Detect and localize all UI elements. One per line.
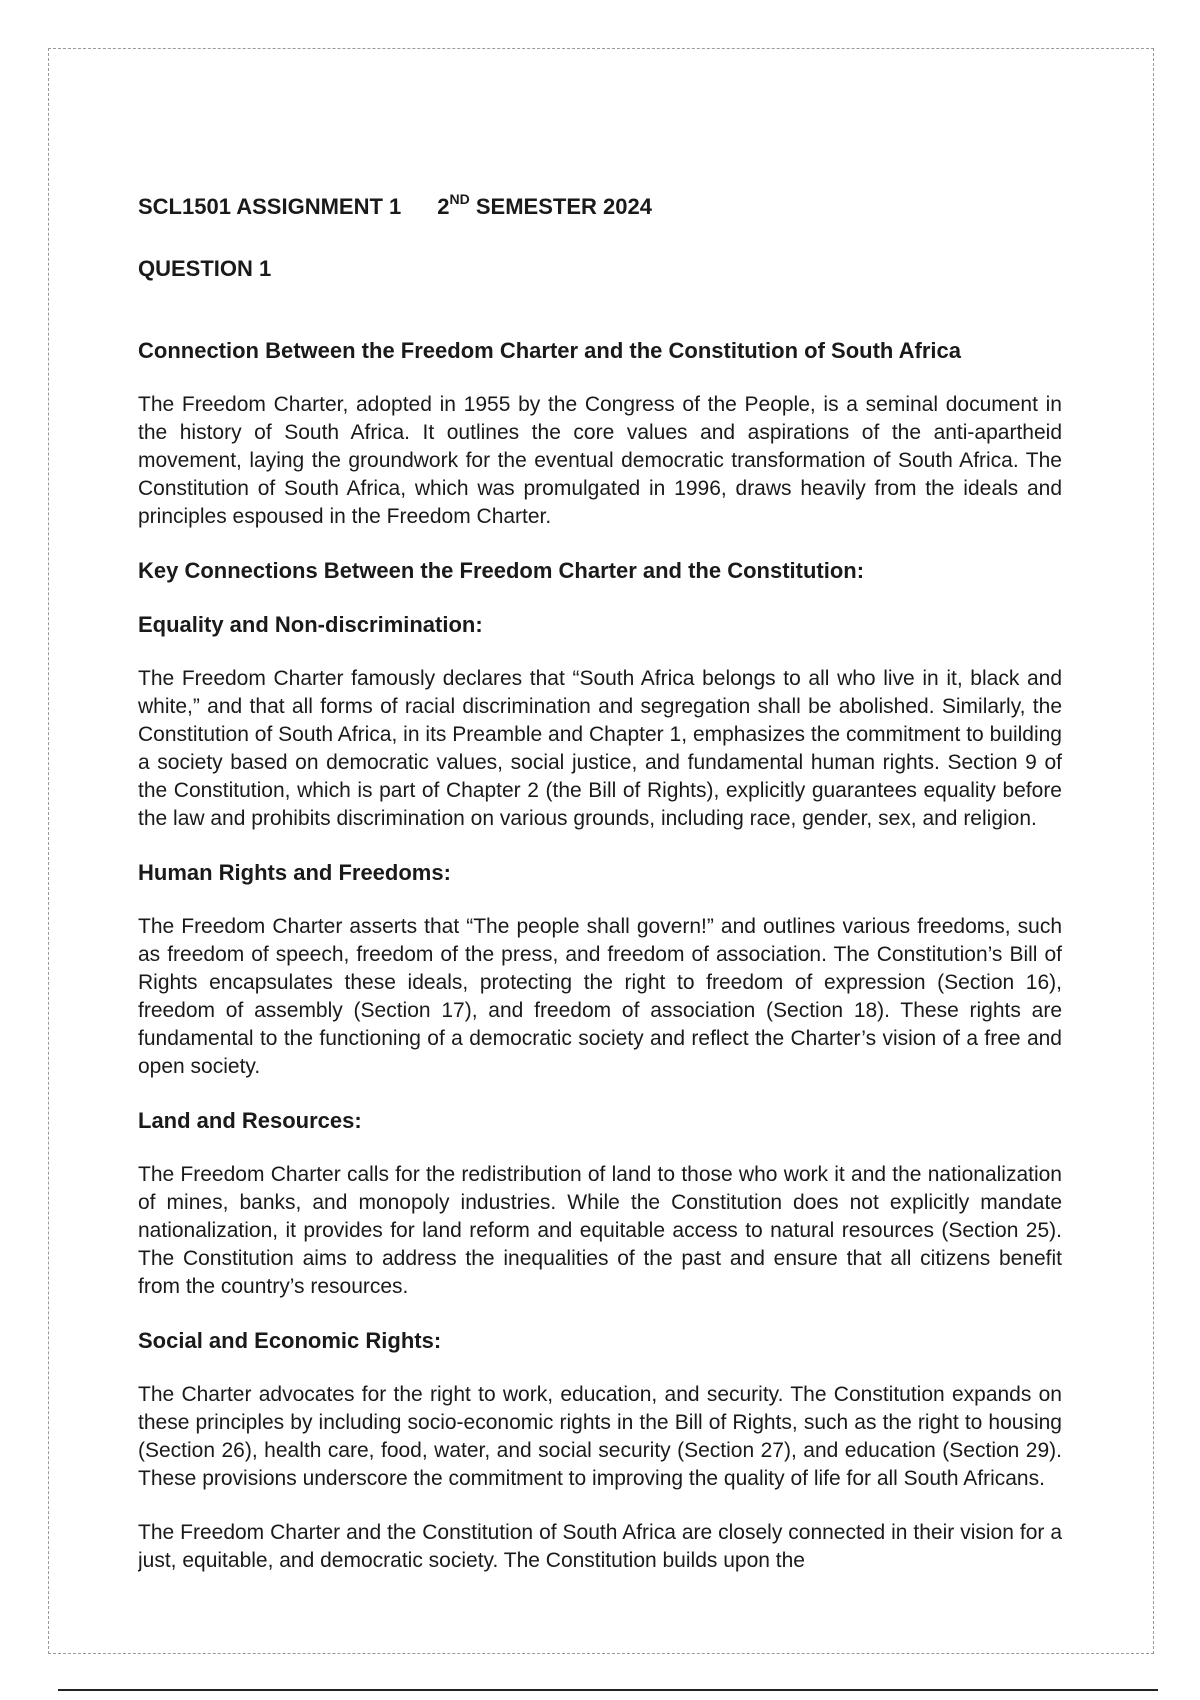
semester-superscript: ND (449, 193, 470, 207)
semester-label (437, 194, 652, 219)
key-connections-heading: Key Connections Between the Freedom Charter and the Constitution: (138, 558, 865, 583)
main-heading: Connection Between the Freedom Charter and the Constitution of South Africa (138, 338, 961, 363)
human-rights-paragraph: The Freedom Charter asserts that “The people shall govern!” and outlines various freedoms, such as freedom of speech, freedom of the press, and freedom of association. The Constitution’s Bill of Rights encapsulates these ideals, protecting the right to freedom of expression (Section 16), freedom of assembly (Section 17), and freedom of association (Section 18). These rights are fundamental to the functioning of a democratic society and reflect the Charter’s vision of a free and open society. (138, 915, 1062, 1078)
assignment-header (138, 193, 1062, 221)
question-title: QUESTION 1 (138, 256, 272, 281)
equality-paragraph: The Freedom Charter famously declares that “South Africa belongs to all who live in it, black and white,” and that all forms of racial discrimination and segregation shall be abolished. Similarly, the Constitution of South Africa, in its Preamble and Chapter 1, emphasizes the commitment to building a society based on democratic values, social justice, and fundamental human rights. Section 9 of the Constitution, which is part of Chapter 2 (the Bill of Rights), explicitly guarantees equality before the law and prohibits discrimination on various grounds, including race, gender, sex, and religion. (138, 667, 1062, 830)
course-code: SCL1501 ASSIGNMENT 1 (138, 194, 402, 219)
land-paragraph: The Freedom Charter calls for the redistribution of land to those who work it and the nationalization of mines, banks, and monopoly industries. While the Constitution does not explicitly mandate nationalization, it provides for land reform and equitable access to natural resources (Section 25). The Constitution aims to address the inequalities of the past and ensure that all citizens benefit from the country’s resources. (138, 1163, 1062, 1298)
intro-paragraph: The Freedom Charter, adopted in 1955 by the Congress of the People, is a seminal document in the history of South Africa. It outlines the core values and aspirations of the anti-apartheid movement, laying the groundwork for the eventual democratic transformation of South Africa. The Constitution of South Africa, which was promulgated in 1996, draws heavily from the ideals and principles espoused in the Freedom Charter. (138, 393, 1062, 528)
social-economic-heading: Social and Economic Rights: (138, 1328, 442, 1353)
equality-heading: Equality and Non-discrimination: (138, 612, 483, 637)
conclusion-paragraph: The Freedom Charter and the Constitution of South Africa are closely connected in their vision for a just, equitable, and democratic society. The Constitution builds upon the (138, 1521, 1062, 1572)
semester-text: SEMESTER 2024 (469, 194, 652, 219)
bottom-divider (58, 1689, 1158, 1691)
semester-number: 2 (437, 194, 450, 219)
document-body (138, 193, 1062, 1651)
land-heading: Land and Resources: (138, 1108, 362, 1133)
human-rights-heading: Human Rights and Freedoms: (138, 860, 451, 885)
social-economic-paragraph: The Charter advocates for the right to work, education, and security. The Constitution expands on these principles by including socio-economic rights in the Bill of Rights, such as the right to housing (Section 26), health care, food, water, and social security (Section 27), and education (Section 29). These provisions underscore the commitment to improving the quality of life for all South Africans. (138, 1383, 1062, 1490)
